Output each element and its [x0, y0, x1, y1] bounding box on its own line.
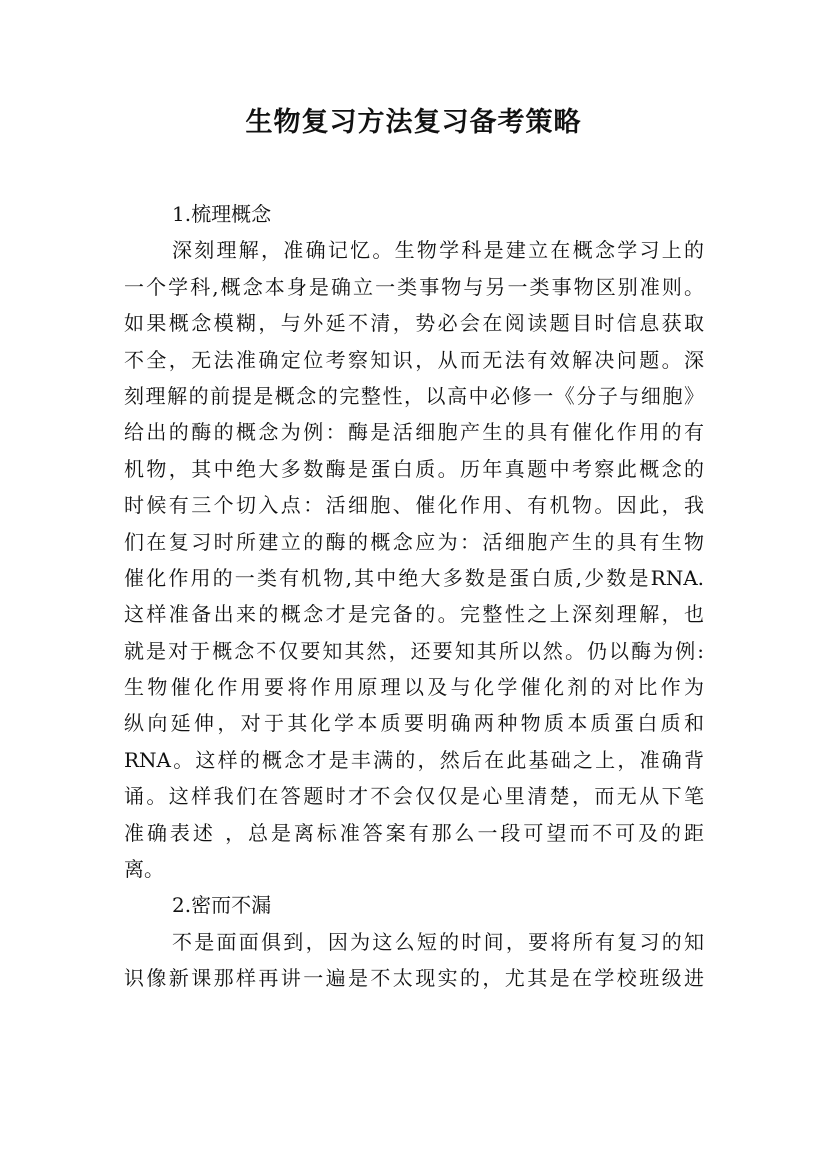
paragraph-line: 生物催化作用要将作用原理以及与化学催化剂的对比作为 [124, 675, 704, 700]
paragraph-line: 就是对于概念不仅要知其然，还要知其所以然。仍以酶为例: [124, 638, 704, 663]
paragraph-line: 准确表述 ，总是离标准答案有那么一段可望而不可及的距 [124, 820, 704, 845]
paragraph-line: 刻理解的前提是概念的完整性，以高中必修一《分子与细胞》 [124, 383, 704, 408]
paragraph-line: 一个学科,概念本身是确立一类事物与另一类事物区别准则。 [124, 274, 704, 299]
paragraph-line: 诵。这样我们在答题时才不会仅仅是心里清楚，而无从下笔 [124, 784, 704, 809]
paragraph-line: 离。 [124, 857, 164, 882]
paragraph-line: 如果概念模糊，与外延不清，势必会在阅读题目时信息获取 [124, 311, 704, 336]
paragraph-line: RNA。这样的概念才是丰满的，然后在此基础之上，准确背 [124, 747, 704, 772]
paragraph-line: 这样准备出来的概念才是完备的。完整性之上深刻理解，也 [124, 602, 704, 627]
paragraph-line: 给出的酶的概念为例：酶是活细胞产生的具有催化作用的有 [124, 420, 704, 445]
section-heading: 1.梳理概念 [172, 202, 272, 226]
paragraph-line: 时候有三个切入点：活细胞、催化作用、有机物。因此，我 [124, 493, 704, 518]
section-heading: 2.密而不漏 [172, 893, 272, 918]
paragraph-line: 识像新课那样再讲一遍是不太现实的，尤其是在学校班级进 [124, 966, 704, 991]
paragraph-line: 们在复习时所建立的酶的概念应为：活细胞产生的具有生物 [124, 529, 704, 554]
document-title: 生物复习方法复习备考策略 [245, 107, 582, 138]
paragraph-line: 机物，其中绝大多数酶是蛋白质。历年真题中考察此概念的 [124, 456, 704, 481]
paragraph-line: 催化作用的一类有机物,其中绝大多数是蛋白质,少数是RNA. [124, 565, 704, 590]
paragraph-line: 深刻理解，准确记忆。生物学科是建立在概念学习上的 [172, 238, 704, 263]
document-body [124, 196, 704, 997]
paragraph-line: 纵向延伸，对于其化学本质要明确两种物质本质蛋白质和 [124, 711, 704, 736]
paragraph-line: 不是面面俱到，因为这么短的时间，要将所有复习的知 [172, 929, 704, 954]
paragraph-line: 不全，无法准确定位考察知识，从而无法有效解决问题。深 [124, 347, 704, 372]
